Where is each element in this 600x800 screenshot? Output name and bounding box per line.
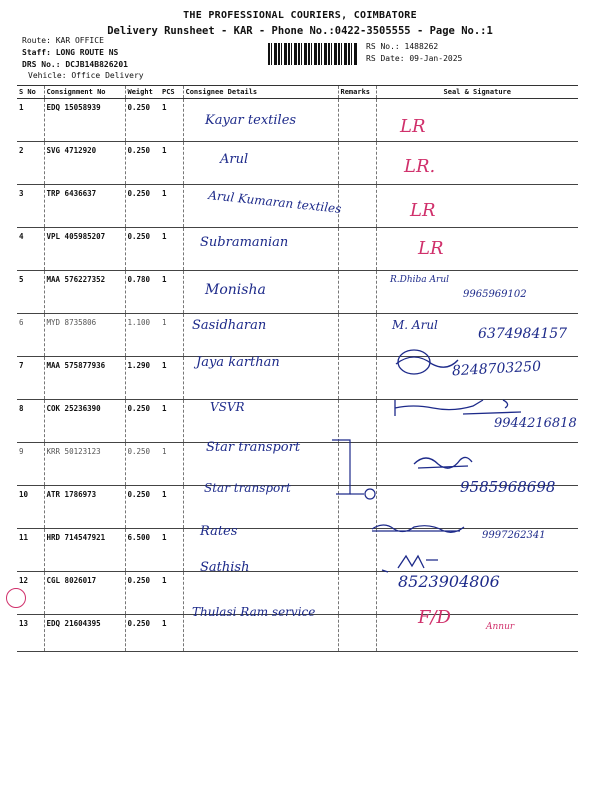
cell-sno: 13 [17, 615, 44, 652]
cell-consignee [183, 142, 338, 185]
cell-weight: 0.250 [125, 400, 160, 443]
cell-consignee [183, 615, 338, 652]
signature-10-scribble [410, 450, 474, 476]
col-pcs: PCS [160, 86, 183, 99]
phone-7: 8248703250 [451, 358, 542, 380]
cell-weight: 0.250 [125, 615, 160, 652]
handwritten-consignee-6: Sasidharan [192, 318, 267, 333]
row13-circle-mark [6, 588, 26, 608]
cell-pcs: 1 [160, 486, 183, 529]
barcode [268, 43, 358, 65]
cell-consignment-no: CGL 8026017 [44, 572, 125, 615]
cell-consignment-no: MAA 576227352 [44, 271, 125, 314]
cell-pcs: 1 [160, 271, 183, 314]
col-remarks: Remarks [338, 86, 376, 99]
handwritten-consignee-5: Monisha [205, 282, 266, 298]
cell-consignment-no: COK 25236390 [44, 400, 125, 443]
cell-sno: 9 [17, 443, 44, 486]
cell-pcs: 1 [160, 615, 183, 652]
cell-consignee [183, 400, 338, 443]
cell-sno: 5 [17, 271, 44, 314]
vehicle-label: Vehicle: Office Delivery [28, 71, 144, 80]
phone-10: 9585968698 [460, 478, 556, 496]
cell-weight: 0.250 [125, 443, 160, 486]
drs-number: DRS No.: DCJB14B826201 [22, 60, 128, 69]
cell-signature [376, 228, 578, 271]
phone-8: 9944216818 [494, 416, 577, 431]
phone-6: 6374984157 [478, 326, 568, 342]
col-consignee: Consignee Details [183, 86, 338, 99]
cell-weight: 0.250 [125, 142, 160, 185]
cell-weight: 1.290 [125, 357, 160, 400]
cell-remarks [338, 142, 376, 185]
cell-remarks [338, 400, 376, 443]
cell-sno: 3 [17, 185, 44, 228]
table-row [17, 142, 578, 185]
signature-1: LR [400, 116, 426, 137]
phone-11: 9997262341 [482, 530, 546, 541]
cell-sno: 7 [17, 357, 44, 400]
col-sno: S No [17, 86, 44, 99]
cell-consignment-no: MAA 575877936 [44, 357, 125, 400]
table-row [17, 228, 578, 271]
col-weight: Weight [125, 86, 160, 99]
handwritten-consignee-11: Rates [200, 524, 238, 539]
handwritten-consignee-10: Star transport [204, 481, 291, 495]
cell-consignment-no: KRR 50123123 [44, 443, 125, 486]
cell-pcs: 1 [160, 314, 183, 357]
cell-weight: 0.250 [125, 486, 160, 529]
handwritten-consignee-12: Sathish [200, 560, 250, 575]
cell-sno: 4 [17, 228, 44, 271]
phone-12: 8523904806 [398, 572, 500, 591]
handwritten-consignee-3: Arul Kumaran textiles [207, 188, 343, 216]
signature-5: R.Dhiba Arul [390, 275, 449, 285]
cell-weight: 1.100 [125, 314, 160, 357]
cell-remarks [338, 271, 376, 314]
cell-consignment-no: EDQ 15058939 [44, 99, 125, 142]
table-header [17, 86, 578, 99]
cell-pcs: 1 [160, 228, 183, 271]
cell-remarks [338, 615, 376, 652]
cell-weight: 0.250 [125, 228, 160, 271]
handwritten-consignee-1: Kayar textiles [205, 113, 297, 128]
cell-pcs: 1 [160, 572, 183, 615]
cell-sno: 12 [17, 572, 44, 615]
handwritten-consignee-4: Subramanian [200, 235, 289, 250]
signature-2: LR. [404, 156, 436, 177]
signature-11-scribble [370, 519, 466, 539]
cell-remarks [338, 572, 376, 615]
handwritten-consignee-8: VSVR [210, 400, 245, 414]
cell-signature [376, 185, 578, 228]
cell-pcs: 1 [160, 185, 183, 228]
cell-pcs: 1 [160, 529, 183, 572]
cell-remarks [338, 314, 376, 357]
signature-6: M. Arul [392, 318, 438, 332]
cell-consignment-no: EDQ 21604395 [44, 615, 125, 652]
cell-pcs: 1 [160, 400, 183, 443]
cell-consignment-no: VPL 405985207 [44, 228, 125, 271]
cell-consignment-no: ATR 1786973 [44, 486, 125, 529]
cell-remarks [338, 357, 376, 400]
signature-13: F/D [418, 607, 451, 628]
phone-5: 9965969102 [463, 289, 527, 300]
bracket-mark [330, 438, 380, 506]
cell-consignment-no: HRD 714547921 [44, 529, 125, 572]
handwritten-consignee-7: Jaya karthan [196, 355, 280, 370]
cell-pcs: 1 [160, 357, 183, 400]
cell-weight: 6.500 [125, 529, 160, 572]
cell-sno: 10 [17, 486, 44, 529]
col-consignment: Consignment No [44, 86, 125, 99]
cell-weight: 0.250 [125, 99, 160, 142]
cell-remarks [338, 99, 376, 142]
signature-3: LR [410, 200, 436, 221]
row13-note: Annur [486, 622, 515, 632]
cell-sno: 11 [17, 529, 44, 572]
signature-4: LR [418, 238, 444, 259]
col-signature: Seal & Signature [376, 86, 578, 99]
table-row [17, 99, 578, 142]
company-title: THE PROFESSIONAL COURIERS, COIMBATORE [183, 10, 417, 21]
cell-weight: 0.250 [125, 185, 160, 228]
cell-remarks [338, 185, 376, 228]
rs-date: RS Date: 09-Jan-2025 [366, 54, 463, 63]
cell-consignment-no: SVG 4712920 [44, 142, 125, 185]
handwritten-consignee-13: Thulasi Ram service [192, 605, 316, 619]
cell-weight: 0.780 [125, 271, 160, 314]
handwritten-consignee-9: Star transport [206, 440, 301, 455]
runsheet-subtitle: Delivery Runsheet - KAR - Phone No.:0422-3505555 - Page No.:1 [107, 25, 493, 37]
handwritten-consignee-2: Arul [220, 152, 249, 167]
cell-consignment-no: TRP 6436637 [44, 185, 125, 228]
cell-signature [376, 615, 578, 652]
staff-label: Staff: LONG ROUTE NS [22, 48, 119, 57]
rs-number: RS No.: 1488262 [366, 42, 439, 51]
cell-sno: 1 [17, 99, 44, 142]
cell-sno: 6 [17, 314, 44, 357]
table-row [17, 615, 578, 652]
cell-sno: 2 [17, 142, 44, 185]
cell-weight: 0.250 [125, 572, 160, 615]
cell-remarks [338, 228, 376, 271]
route-label: Route: KAR OFFICE [22, 36, 104, 45]
cell-consignment-no: MYD 8735806 [44, 314, 125, 357]
cell-pcs: 1 [160, 142, 183, 185]
cell-sno: 8 [17, 400, 44, 443]
cell-pcs: 1 [160, 443, 183, 486]
cell-pcs: 1 [160, 99, 183, 142]
